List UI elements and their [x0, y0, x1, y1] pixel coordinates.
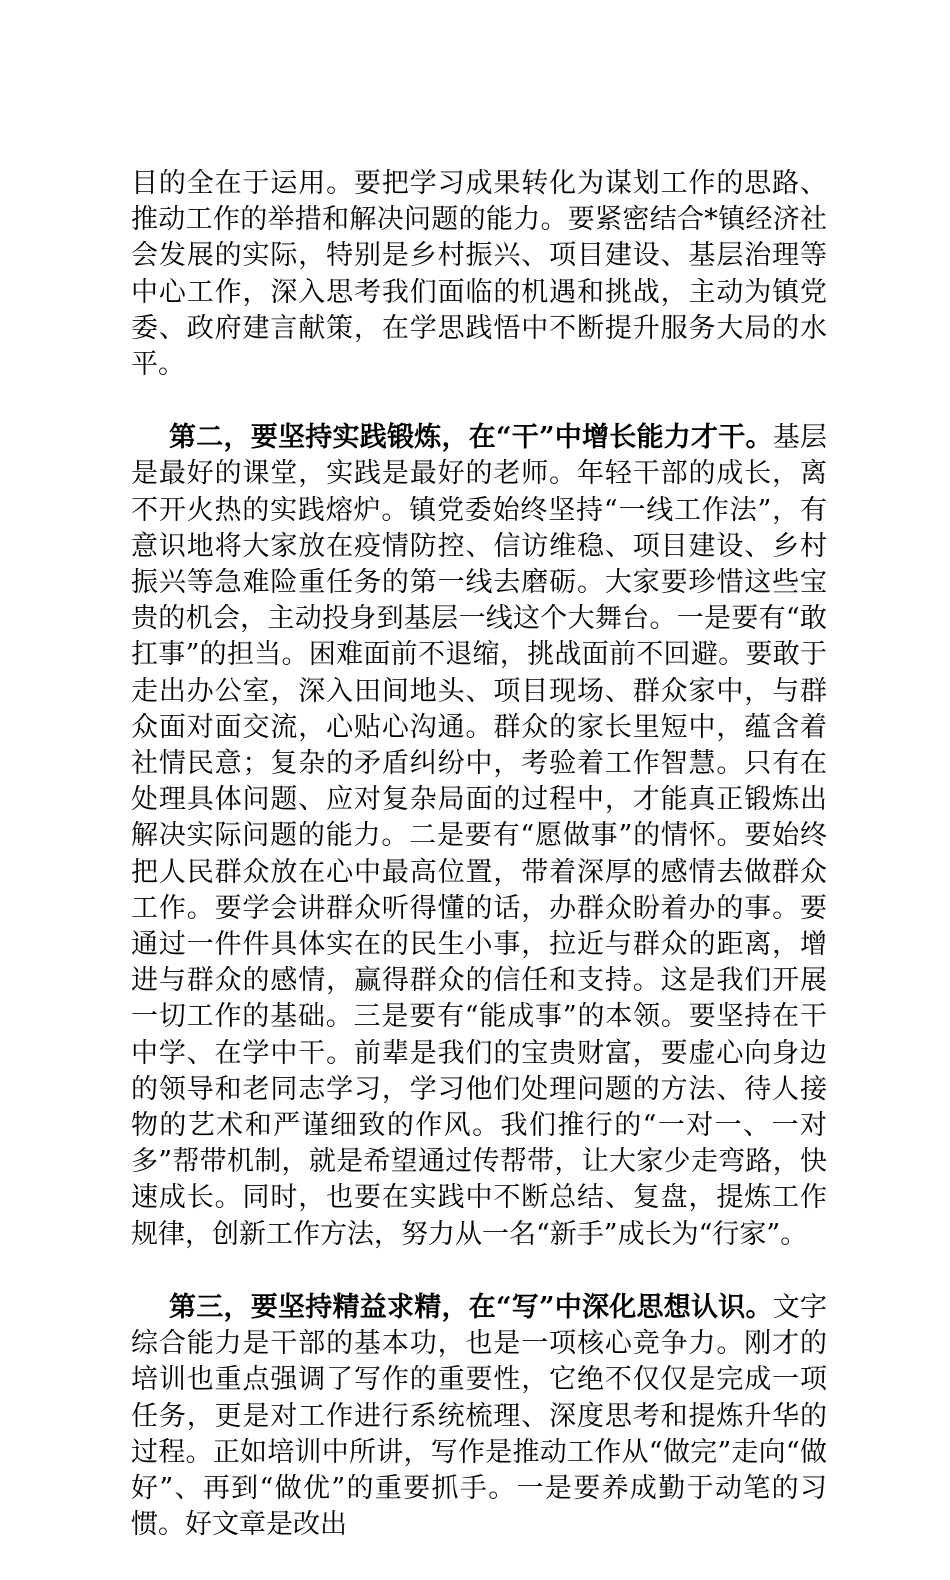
paragraph-2-body: 基层是最好的课堂，实践是最好的老师。年轻干部的成长，离不开火热的实践熔炉。镇党委始终坚持“一线工作法”，有意识地将大家放在疫情防控、信访维稳、项目建设、乡村振兴等急难险重任务的第一线去磨砺。大家要珍惜这些宝贵的机会，主动投身到基层一线这个大舞台。一是要有“敢扛事”的担当。困难面前不退缩，挑战面前不回避。要敢于走出办公室，深入田间地头、项目现场、群众家中，与群众面对面交流，心贴心沟通。群众的家长里短中，蕴含着社情民意；复杂的矛盾纠纷中，考验着工作智慧。只有在处理具体问题、应对复杂局面的过程中，才能真正锻炼出解决实际问题的能力。二是要有“愿做事”的情怀。要始终把人民群众放在心中最高位置，带着深厚的感情去做群众工作。要学会讲群众听得懂的话，办群众盼着办的事。要通过一件件具体实在的民生小事，拉近与群众的距离，增进与群众的感情，赢得群众的信任和支持。这是我们开展一切工作的基础。三是要有“能成事”的本领。要坚持在干中学、在学中干。前辈是我们的宝贵财富，要虚心向身边的领导和老同志学习，学习他们处理问题的方法、待人接物的艺术和严谨细致的作风。我们推行的“一对一、一对多”帮带机制，就是希望通过传帮带，让大家少走弯路，快速成长。同时，也要在实践中不断总结、复盘，提炼工作规律，创新工作方法，努力从一名“新手”成长为“行家”。 — [131, 422, 827, 1250]
paragraph-3-body: 文字综合能力是干部的基本功，也是一项核心竞争力。刚才的培训也重点强调了写作的重要性，它绝不仅仅是完成一项任务，更是对工作进行系统梳理、深度思考和提炼升华的过程。正如培训中所讲，写作是推动工作从“做完”走向“做好”、再到“做优”的重要抓手。一是要养成勤于动笔的习惯。好文章是改出 — [131, 1291, 827, 1541]
paragraph-3-lead: 第三，要坚持精益求精，在“写”中深化思想认识。 — [169, 1291, 773, 1323]
document-page — [131, 166, 827, 1580]
paragraph-1-body: 目的全在于运用。要把学习成果转化为谋划工作的思路、推动工作的举措和解决问题的能力。要紧密结合*镇经济社会发展的实际，特别是乡村振兴、项目建设、基层治理等中心工作，深入思考我们面临的机遇和挑战，主动为镇党委、政府建言献策，在学思践悟中不断提升服务大局的水平。 — [131, 168, 827, 381]
paragraph-2-lead: 第二，要坚持实践锻炼，在“干”中增长能力才干。 — [169, 422, 773, 454]
paragraph-2 — [131, 420, 827, 1253]
paragraph-1 — [131, 166, 827, 383]
paragraph-3 — [131, 1290, 827, 1543]
